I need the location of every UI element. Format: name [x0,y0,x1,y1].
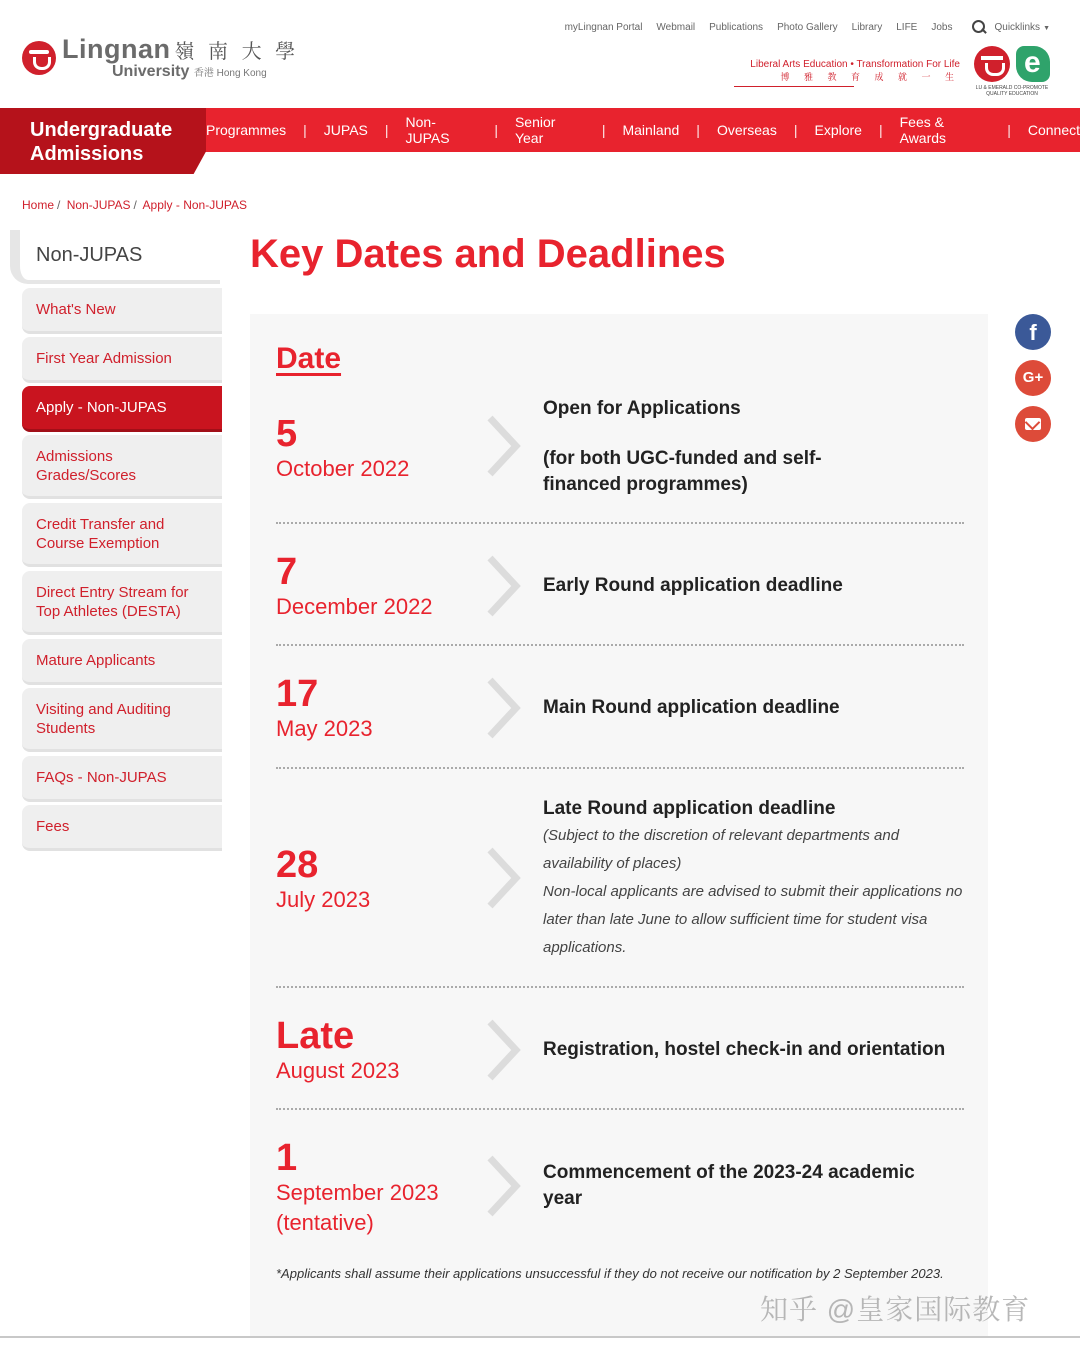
date-month: May 2023 [276,716,373,741]
brand-title[interactable] [30,118,172,166]
google-plus-icon: G+ [1022,369,1044,386]
nav-separator: | [696,122,700,138]
chevron-down-icon: ▼ [1043,24,1050,32]
event-cell [543,1160,953,1212]
date-day: 28 [276,844,319,886]
sidebar-item-desta[interactable] [22,571,222,635]
sidebar-item-label: Mature Applicants [36,652,156,669]
nav-explore[interactable]: Explore [814,122,862,138]
site-header [0,0,1080,108]
event-title: Late Round application deadline [543,798,836,819]
event-note: Non-local applicants are advised to submit their applications no later than late June to allow sufficient time for student visa applications. [543,883,963,956]
chevron-right-icon [484,414,524,478]
chevron-right-icon [484,554,524,618]
breadcrumb-separator: / [133,198,137,212]
date-cell [276,552,433,622]
row-divider [276,1108,964,1110]
bottom-rule [0,1336,1080,1338]
top-link-life[interactable]: LIFE [896,21,918,33]
top-link-portal[interactable]: myLingnan Portal [564,21,643,33]
lingnan-badge-icon [974,46,1010,82]
sidebar-heading [10,230,220,284]
sidebar-item-faqs[interactable] [22,756,222,802]
facebook-share-button[interactable] [1015,314,1051,350]
logo-text [62,36,299,80]
nav-separator: | [1007,122,1011,138]
chevron-right-icon [484,846,524,910]
nav-connect[interactable]: Connect [1027,122,1080,138]
row-divider [276,644,964,646]
tagline [734,59,960,83]
sidebar-item-label: What's New [36,301,116,318]
sidebar-item-label: First Year Admission [36,350,172,367]
sidebar-item-label: FAQs - Non-JUPAS [36,769,167,786]
badge-caption: LU & EMERALD CO-PROMOTE QUALITY EDUCATION [975,85,1049,97]
date-cell [276,1138,439,1238]
nav-separator: | [601,122,606,138]
main-nav [206,108,1080,152]
nav-overseas[interactable]: Overseas [716,122,777,138]
date-day: 7 [276,551,298,593]
facebook-icon: f [1029,320,1037,345]
event-title: Registration, hostel check-in and orientation [543,1039,946,1060]
date-month: July 2023 [276,887,371,912]
logo-sub [112,64,299,80]
event-title: Early Round application deadline [543,575,843,596]
breadcrumb-separator: / [57,198,61,212]
date-month: August 2023 [276,1058,400,1083]
sidebar-item-visiting-auditing[interactable] [22,688,222,752]
date-cell [276,845,370,915]
lingnan-emblem-icon [22,41,56,75]
logo-name-zh: 嶺 南 大 學 [174,41,300,63]
watermark: 知乎 @皇家国际教育 [760,1294,1031,1325]
university-logo[interactable] [22,36,299,80]
top-link-library[interactable]: Library [851,21,883,33]
sidebar-item-fees[interactable] [22,805,222,851]
date-month: December 2022 [276,594,433,619]
breadcrumb [22,198,247,212]
sidebar-item-admissions-grades[interactable] [22,435,222,499]
sidebar-item-first-year[interactable] [22,337,222,383]
sidebar-item-label: Visiting and Auditing Students [36,700,171,737]
sidebar-heading-text: Non-JUPAS [36,244,143,266]
event-title: Open for Applications [543,398,741,419]
nav-separator: | [494,122,498,138]
nav-senior-year[interactable]: Senior Year [514,114,556,146]
page-title: Key Dates and Deadlines [250,232,726,276]
tagline-en: Liberal Arts Education • Transformation For Life [750,59,960,70]
event-note: (Subject to the discretion of relevant departments and availability of places) [543,827,900,872]
tagline-zh: 博 雅 教 育 成 就 一 生 [780,72,960,82]
nav-jupas[interactable]: JUPAS [323,122,368,138]
date-month: September 2023 [276,1180,439,1205]
nav-separator: | [303,122,307,138]
sidebar-item-label: Credit Transfer and Course Exemption [36,515,165,552]
logo-main [62,36,299,63]
sidebar-item-mature-applicants[interactable] [22,639,222,685]
date-day: Late [276,1015,355,1057]
nav-separator: | [384,122,389,138]
date-month-note: (tentative) [276,1210,374,1235]
sidebar-item-label: Direct Entry Stream for Top Athletes (DESTA) [36,583,189,620]
top-link-jobs[interactable]: Jobs [931,21,953,33]
search-icon[interactable] [972,20,986,34]
logo-name: Lingnan [62,34,171,64]
event-cell [543,396,963,498]
top-link-photo-gallery[interactable]: Photo Gallery [777,21,838,33]
date-day: 17 [276,673,319,715]
date-cell [276,414,409,484]
breadcrumb-apply[interactable]: Apply - Non-JUPAS [142,198,247,212]
sidebar-item-apply-non-jupas[interactable] [22,386,222,432]
chevron-right-icon [484,676,524,740]
row-divider [276,522,964,524]
nav-fees-awards[interactable]: Fees & Awards [899,114,947,146]
chevron-right-icon [484,1018,524,1082]
nav-separator: | [878,122,883,138]
row-divider [276,767,964,769]
email-share-button[interactable] [1015,406,1051,442]
nav-non-jupas[interactable]: Non-JUPAS [405,114,450,146]
nav-separator: | [793,122,798,138]
chevron-right-icon [484,1154,524,1218]
brand-line1: Undergraduate [30,119,173,141]
quicklinks-dropdown[interactable] [994,22,1050,33]
partner-badges [974,46,1050,82]
event-subtitle: (for both UGC-funded and self-financed programmes) [543,448,822,495]
event-cell [543,796,963,962]
breadcrumb-non-jupas[interactable]: Non-JUPAS [66,198,131,212]
date-cell [276,674,373,744]
row-divider [276,986,964,988]
breadcrumb-home[interactable]: Home [22,198,55,212]
event-title: Main Round application deadline [543,697,840,718]
nav-programmes[interactable]: Programmes [206,122,287,138]
date-month: October 2022 [276,456,410,481]
sidebar-item-label: Admissions Grades/Scores [36,447,137,484]
top-link-publications[interactable]: Publications [709,21,764,33]
top-link-webmail[interactable]: Webmail [656,21,696,33]
quicklinks-label: Quicklinks [994,21,1041,33]
logo-sub-text: University [112,63,190,80]
sidebar-item-label: Fees [36,818,70,835]
sidebar-item-label: Apply - Non-JUPAS [36,399,167,416]
date-column-heading: Date [276,342,342,375]
sidebar-item-credit-transfer[interactable] [22,503,222,567]
sidebar-item-whats-new[interactable] [22,288,222,334]
brand-line2: Admissions [30,143,144,165]
nav-mainland[interactable]: Mainland [622,122,680,138]
event-cell [543,1037,963,1063]
event-cell [543,573,963,599]
logo-sub-zh: 香港 Hong Kong [193,68,267,79]
date-cell [276,1016,400,1086]
footnote: *Applicants shall assume their applications unsuccessful if they do not receive our notification by 2 September 2023. [276,1266,944,1281]
emerald-badge-icon [1016,46,1050,82]
date-day: 1 [276,1137,298,1179]
google-plus-share-button[interactable] [1015,360,1051,396]
date-day: 5 [276,413,298,455]
event-title: Commencement of the 2023-24 academic year [543,1162,915,1209]
event-cell [543,695,963,721]
top-links [551,20,1050,34]
